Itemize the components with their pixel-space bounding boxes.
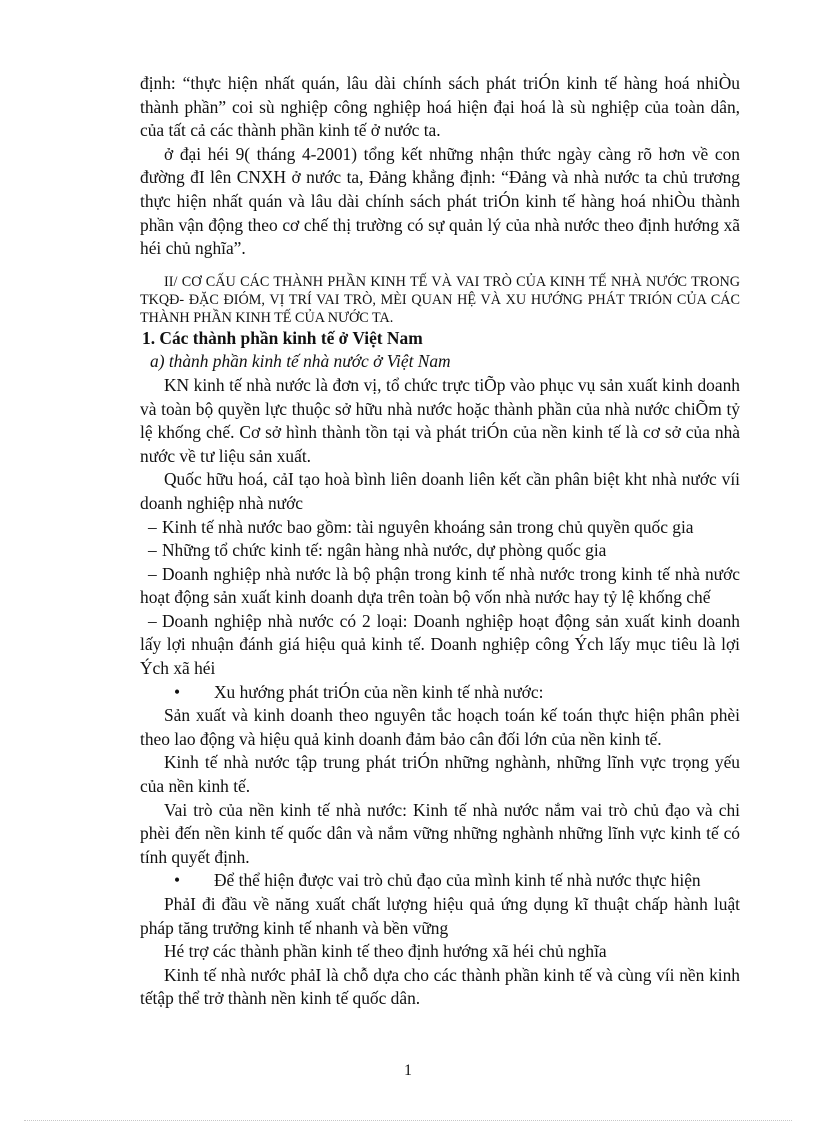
page-number: 1	[404, 1062, 412, 1079]
dash-item-resources	[140, 516, 740, 540]
paragraph-intro-continuation: định: “thực hiện nhất quán, lâu dài chính sách phát triÓn kinh tế hàng hoá nhiÒu thành phần” coi sù nghiệp công nghiệp hoá hiện đại hoá là sù nghiệp của toàn dân, của tất cả các thành phần kinh tế ở nước ta.	[140, 73, 740, 141]
dash-marker: –	[148, 610, 157, 631]
subsection-title-a: a) thành phần kinh tế nhà nước ở Việt Nam	[150, 351, 451, 372]
dash-item-organizations	[140, 539, 740, 563]
bullet-item-trend	[140, 681, 740, 705]
dash-item-text: Những tổ chức kinh tế: ngân hàng nhà nước, dự phòng quốc gia	[162, 540, 607, 561]
paragraph-focus: Kinh tế nhà nước tập trung phát triÓn những nghành, những lĩnh vực trọng yếu của nền kinh tế.	[140, 752, 740, 797]
paragraph-role: Vai trò của nền kinh tế nhà nước: Kinh tế nhà nước nắm vai trò chủ đạo và chi phèi đến nền kinh tế quốc dân và nắm vững những nghành những lĩnh vực kinh tế có tính quyết định.	[140, 799, 740, 867]
bullet-marker: •	[174, 681, 181, 702]
paragraph-production: Sản xuất và kinh doanh theo nguyên tắc hoạch toán kế toán thực hiện phân phèi theo lao động và hiệu quả kinh doanh đảm bảo cân đối lớn của nền kinh tế.	[140, 705, 740, 749]
paragraph-pioneer: PhảI đi đầu về năng xuất chất lượng hiệu quả ứng dụng kĩ thuật chấp hành luật pháp tăng trưởng kinh tế nhanh và bền vững	[140, 894, 740, 938]
dash-marker: –	[148, 516, 157, 537]
paragraph-support: Hé trợ các thành phần kinh tế theo định hướng xã héi chủ nghĩa	[164, 941, 607, 962]
bullet-item-text: Để thể hiện được vai trò chủ đạo của mình kinh tế nhà nước thực hiện	[214, 870, 701, 891]
dash-item-text: Doanh nghiệp nhà nước là bộ phận trong kinh tế nhà nước trong kinh tế nhà nước hoạt động sản xuất kinh doanh dựa trên toàn bộ vốn nhà nước hay tỷ lệ khống chế	[140, 563, 740, 608]
dash-marker: –	[148, 563, 157, 584]
dash-marker: –	[148, 540, 157, 561]
subsection-title-1: 1. Các thành phần kinh tế ở Việt Nam	[142, 327, 423, 348]
dash-item-text: Kinh tế nhà nước bao gồm: tài nguyên khoáng sản trong chủ quyền quốc gia	[162, 516, 694, 537]
page-bottom-divider	[24, 1120, 792, 1121]
bullet-item-text: Xu hướng phát triÓn của nền kinh tế nhà nước:	[214, 681, 544, 702]
paragraph-foundation: Kinh tế nhà nước phảI là chỗ dựa cho các thành phần kinh tế và cùng víi nền kinh tếtập thể trở thành nền kinh tế quốc dân.	[140, 964, 740, 1009]
paragraph-nationalization: Quốc hữu hoá, cảI tạo hoà bình liên doanh liên kết cần phân biệt kht nhà nước víi doanh nghiệp nhà nước	[140, 469, 740, 513]
paragraph-congress-9: ở đại héi 9( tháng 4-2001) tổng kết những nhận thức ngày càng rõ hơn về con đường đI lên CNXH ở nước ta, Đảng khẳng định: “Đảng và nhà nước ta chủ trương thực hiện nhất quán và lâu dài chính sách phát triÓn kinh tế hàng hoá nhiÒu thành phần vận động theo cơ chế thị trường có sự quản lý của nhà nước theo định hướng xã héi chủ nghĩa”.	[140, 143, 740, 259]
document-body	[140, 72, 740, 1011]
bullet-item-leading-role	[140, 869, 740, 893]
paragraph-definition: KN kinh tế nhà nước là đơn vị, tổ chức trực tiÕp vào phục vụ sản xuất kinh doanh và toàn bộ quyền lực thuộc sở hữu nhà nước hoặc thành phần của nhà nước chiÕm tỷ lệ khống chế. Cơ sở hình thành tồn tại và phát triÓn của nền kinh tế là cơ sở của nhà nước về tư liệu sản xuất.	[140, 374, 740, 466]
dash-item-text: Doanh nghiệp nhà nước có 2 loại: Doanh nghiệp hoạt động sản xuất kinh doanh lấy lợi nhuận đánh giá hiệu quả kinh tế. Doanh nghiệp công Ých lấy mục tiêu là lợi Ých xã héi	[140, 610, 740, 679]
section-heading-ii: II/ CƠ CẤU CÁC THÀNH PHẦN KINH TẾ VÀ VAI TRÒ CỦA KINH TẾ NHÀ NƯỚC TRONG TKQĐ- ĐẶC ĐIÓM, VỊ TRÍ VAI TRÒ, MÈI QUAN HỆ VÀ XU HƯỚNG PHÁT TRIÓN CỦA CÁC THÀNH PHẦN KINH TẾ CỦA NƯỚC TA.	[140, 273, 740, 326]
dash-item-state-enterprise	[140, 563, 740, 610]
bullet-marker: •	[174, 870, 181, 891]
dash-item-enterprise-types	[140, 610, 740, 681]
